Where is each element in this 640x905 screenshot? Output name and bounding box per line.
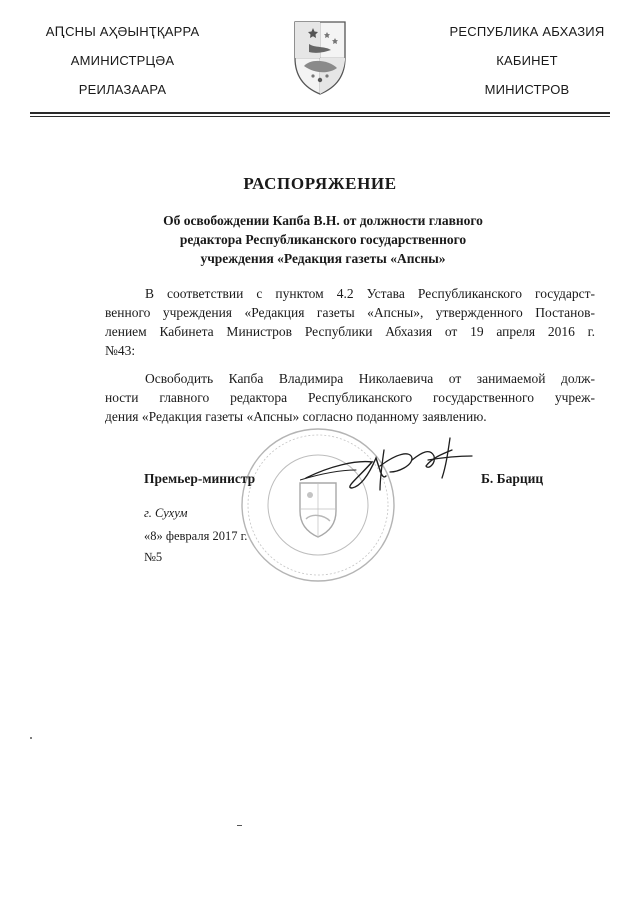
header-divider-thin <box>30 116 610 117</box>
subject-line: учреждения «Редакция газеты «Апсны» <box>200 251 446 266</box>
paragraph-basis <box>105 284 595 360</box>
signatory-role: Премьер-министр <box>144 471 256 486</box>
document-number: №5 <box>144 550 163 564</box>
subject-line: редактора Республиканского государственного <box>179 232 467 247</box>
document-date: «8» февраля 2017 г. <box>144 529 248 543</box>
signature-handwritten <box>300 436 480 496</box>
paragraph-line: ности главного редактора Республиканского государственного учреж- <box>105 390 595 405</box>
header-left <box>40 20 205 107</box>
header-right-line: РЕСПУБЛИКА АБХАЗИЯ <box>449 24 605 39</box>
header-left-line: АԤСНЫ АҲӘЫНҬҚАРРА <box>45 24 200 39</box>
paragraph-line: Освободить Капба Владимира Николаевича от занимаемой долж- <box>145 371 595 386</box>
scan-speck <box>30 737 32 739</box>
header-left-line: РЕИЛАЗААРА <box>78 82 167 97</box>
header-right-line: МИНИСТРОВ <box>484 82 570 97</box>
document-title: РАСПОРЯЖЕНИЕ <box>243 174 397 193</box>
paragraph-line: венного учреждения «Редакция газеты «Апсны», утвержденного Постанов- <box>105 305 595 320</box>
header-right-line: КАБИНЕТ <box>496 53 558 68</box>
document-city: г. Сухум <box>144 506 188 520</box>
paragraph-decision <box>105 369 595 426</box>
emblem-icon <box>289 18 351 96</box>
signatory-name: Б. Барциц <box>481 471 544 486</box>
scan-speck <box>237 825 242 826</box>
header-divider-thick <box>30 112 610 114</box>
header-left-line: АМИНИСТРЦӘА <box>70 53 175 68</box>
paragraph-line: В соответствии с пунктом 4.2 Устава Республиканского государст- <box>145 286 595 301</box>
paragraph-line: лением Кабинета Министров Республики Абхазия от 19 апреля 2016 г. <box>105 324 595 339</box>
header-right <box>448 20 606 107</box>
document-subject <box>140 211 506 268</box>
paragraph-line: №43: <box>105 343 136 358</box>
subject-line: Об освобождении Капба В.Н. от должности главного <box>163 213 483 228</box>
paragraph-line: дения «Редакция газеты «Апсны» согласно поданному заявлению. <box>105 409 487 424</box>
